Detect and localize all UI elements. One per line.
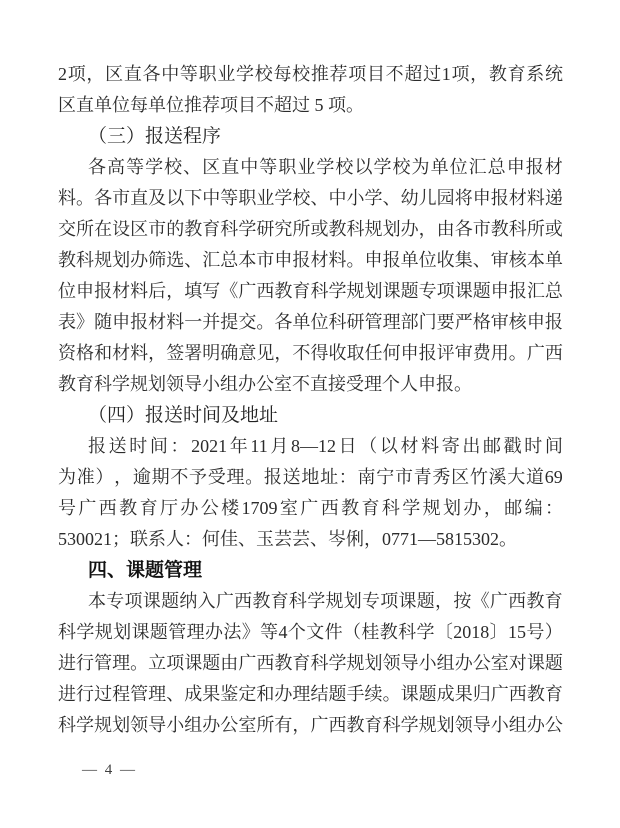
text-line: 号 广 西 教 育 厅 办 公 楼 1709 室 广 西 教 育 科 学 规 划 办 ， 邮 编 ： (58, 498, 563, 518)
page-number: — 4 — (82, 762, 137, 778)
subheading-line: （三）报送程序 (88, 126, 222, 147)
text-line: 资 格 和 材 料 ， 签 署 明 确 意 见 ， 不 得 收 取 任 何 申 报 评 审 费 用 。 广 西 (58, 343, 563, 363)
text-line: 教 科 规 划 办 筛 选 、 汇 总 本 市 申 报 材 料 。 申 报 单 位 收 集 、 审 核 本 单 (58, 250, 563, 270)
text-line: 为 准 ） ， 逾 期 不 予 受 理 。 报 送 地 址 ： 南 宁 市 青 秀 区 竹 溪 大 道 69 (58, 467, 563, 487)
text-line: 各 高 等 学 校 、 区 直 中 等 职 业 学 校 以 学 校 为 单 位 汇 总 申 报 材 (88, 157, 563, 177)
text-line: 科 学 规 划 领 导 小 组 办 公 室 所 有 ， 广 西 教 育 科 学 规 划 领 导 小 组 办 公 (58, 715, 563, 735)
text-line: 进 行 过 程 管 理 、 成 果 鉴 定 和 办 理 结 题 手 续 。 课 题 成 果 归 广 西 教 育 (58, 684, 563, 704)
text-line: 料 。 各 市 直 及 以 下 中 等 职 业 学 校 、 中 小 学 、 幼 儿 园 将 申 报 材 料 递 (58, 188, 563, 208)
text-line: 交 所 在 设 区 市 的 教 育 科 学 研 究 所 或 教 科 规 划 办 ， 由 各 市 教 科 所 或 (58, 219, 563, 239)
document-body (58, 59, 563, 741)
heading-line: 四、课题管理 (88, 560, 203, 581)
text-line: 2 项 ， 区 直 各 中 等 职 业 学 校 每 校 推 荐 项 目 不 超 过 1 项 ， 教 育 系 统 (58, 64, 563, 84)
subheading-line: （四）报送时间及地址 (88, 405, 279, 426)
text-line: 报 送 时 间 ： 2021 年 11 月 8—12 日 （ 以 材 料 寄 出 邮 戳 时 间 (88, 436, 563, 456)
text-line: 位 申 报 材 料 后 ， 填 写 《 广 西 教 育 科 学 规 划 课 题 专 项 课 题 申 报 汇 总 (58, 281, 563, 301)
text-line: 进 行 管 理 。 立 项 课 题 由 广 西 教 育 科 学 规 划 领 导 小 组 办 公 室 对 课 题 (58, 653, 563, 673)
text-line: 530021；联系人：何佳、玉芸芸、岑俐，0771—5815302。 (58, 529, 517, 549)
text-line: 表 》 随 申 报 材 料 一 并 提 交 。 各 单 位 科 研 管 理 部 门 要 严 格 审 核 申 报 (58, 312, 563, 332)
text-line: 本 专 项 课 题 纳 入 广 西 教 育 科 学 规 划 专 项 课 题 ， 按 《 广 西 教 育 (88, 591, 563, 611)
text-line: 科 学 规 划 课 题 管 理 办 法 》 等 4 个 文 件 （ 桂 教 科 学 〔 2018 〕 15 号 ） (58, 622, 563, 642)
text-line: 教育科学规划领导小组办公室不直接受理个人申报。 (58, 374, 472, 394)
text-line: 区直单位每单位推荐项目不超过 5 项。 (58, 95, 364, 115)
